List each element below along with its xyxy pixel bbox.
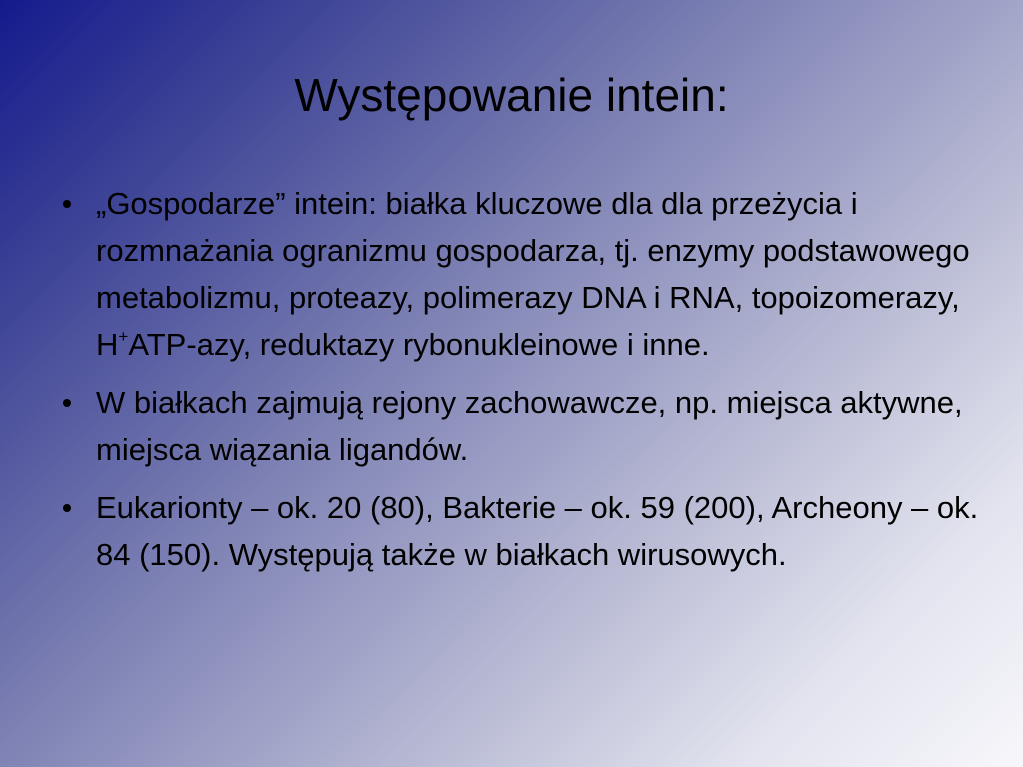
bullet-dot-icon — [63, 200, 71, 208]
bullet-text-part: „Gospodarze” intein: białka kluczowe dla dla przeżycia i rozmnażania ogranizmu gospodarza, tj. enzymy podstawowego metabolizmu, proteazy, polimerazy DNA i RNA, topoizomerazy, H — [96, 186, 970, 362]
bullet-text-part: ATP-azy, reduktazy rybonukleinowe i inne. — [128, 327, 710, 362]
bullet-dot-icon — [63, 504, 71, 512]
bullet-dot-icon — [63, 399, 71, 407]
bullet-text: W białkach zajmują rejony zachowawcze, np. miejsca aktywne, miejsca wiązania ligandów. — [96, 385, 963, 467]
bullet-item — [60, 180, 980, 368]
bullet-item — [60, 379, 980, 473]
bullet-text — [96, 186, 970, 362]
slide-title: Występowanie intein: — [294, 69, 729, 121]
bullet-item — [60, 484, 980, 578]
superscript-plus: + — [118, 327, 129, 346]
bullet-list — [60, 180, 980, 589]
bullet-text: Eukarionty – ok. 20 (80), Bakterie – ok. 59 (200), Archeony – ok. 84 (150). Występują także w białkach wirusowych. — [96, 490, 979, 572]
